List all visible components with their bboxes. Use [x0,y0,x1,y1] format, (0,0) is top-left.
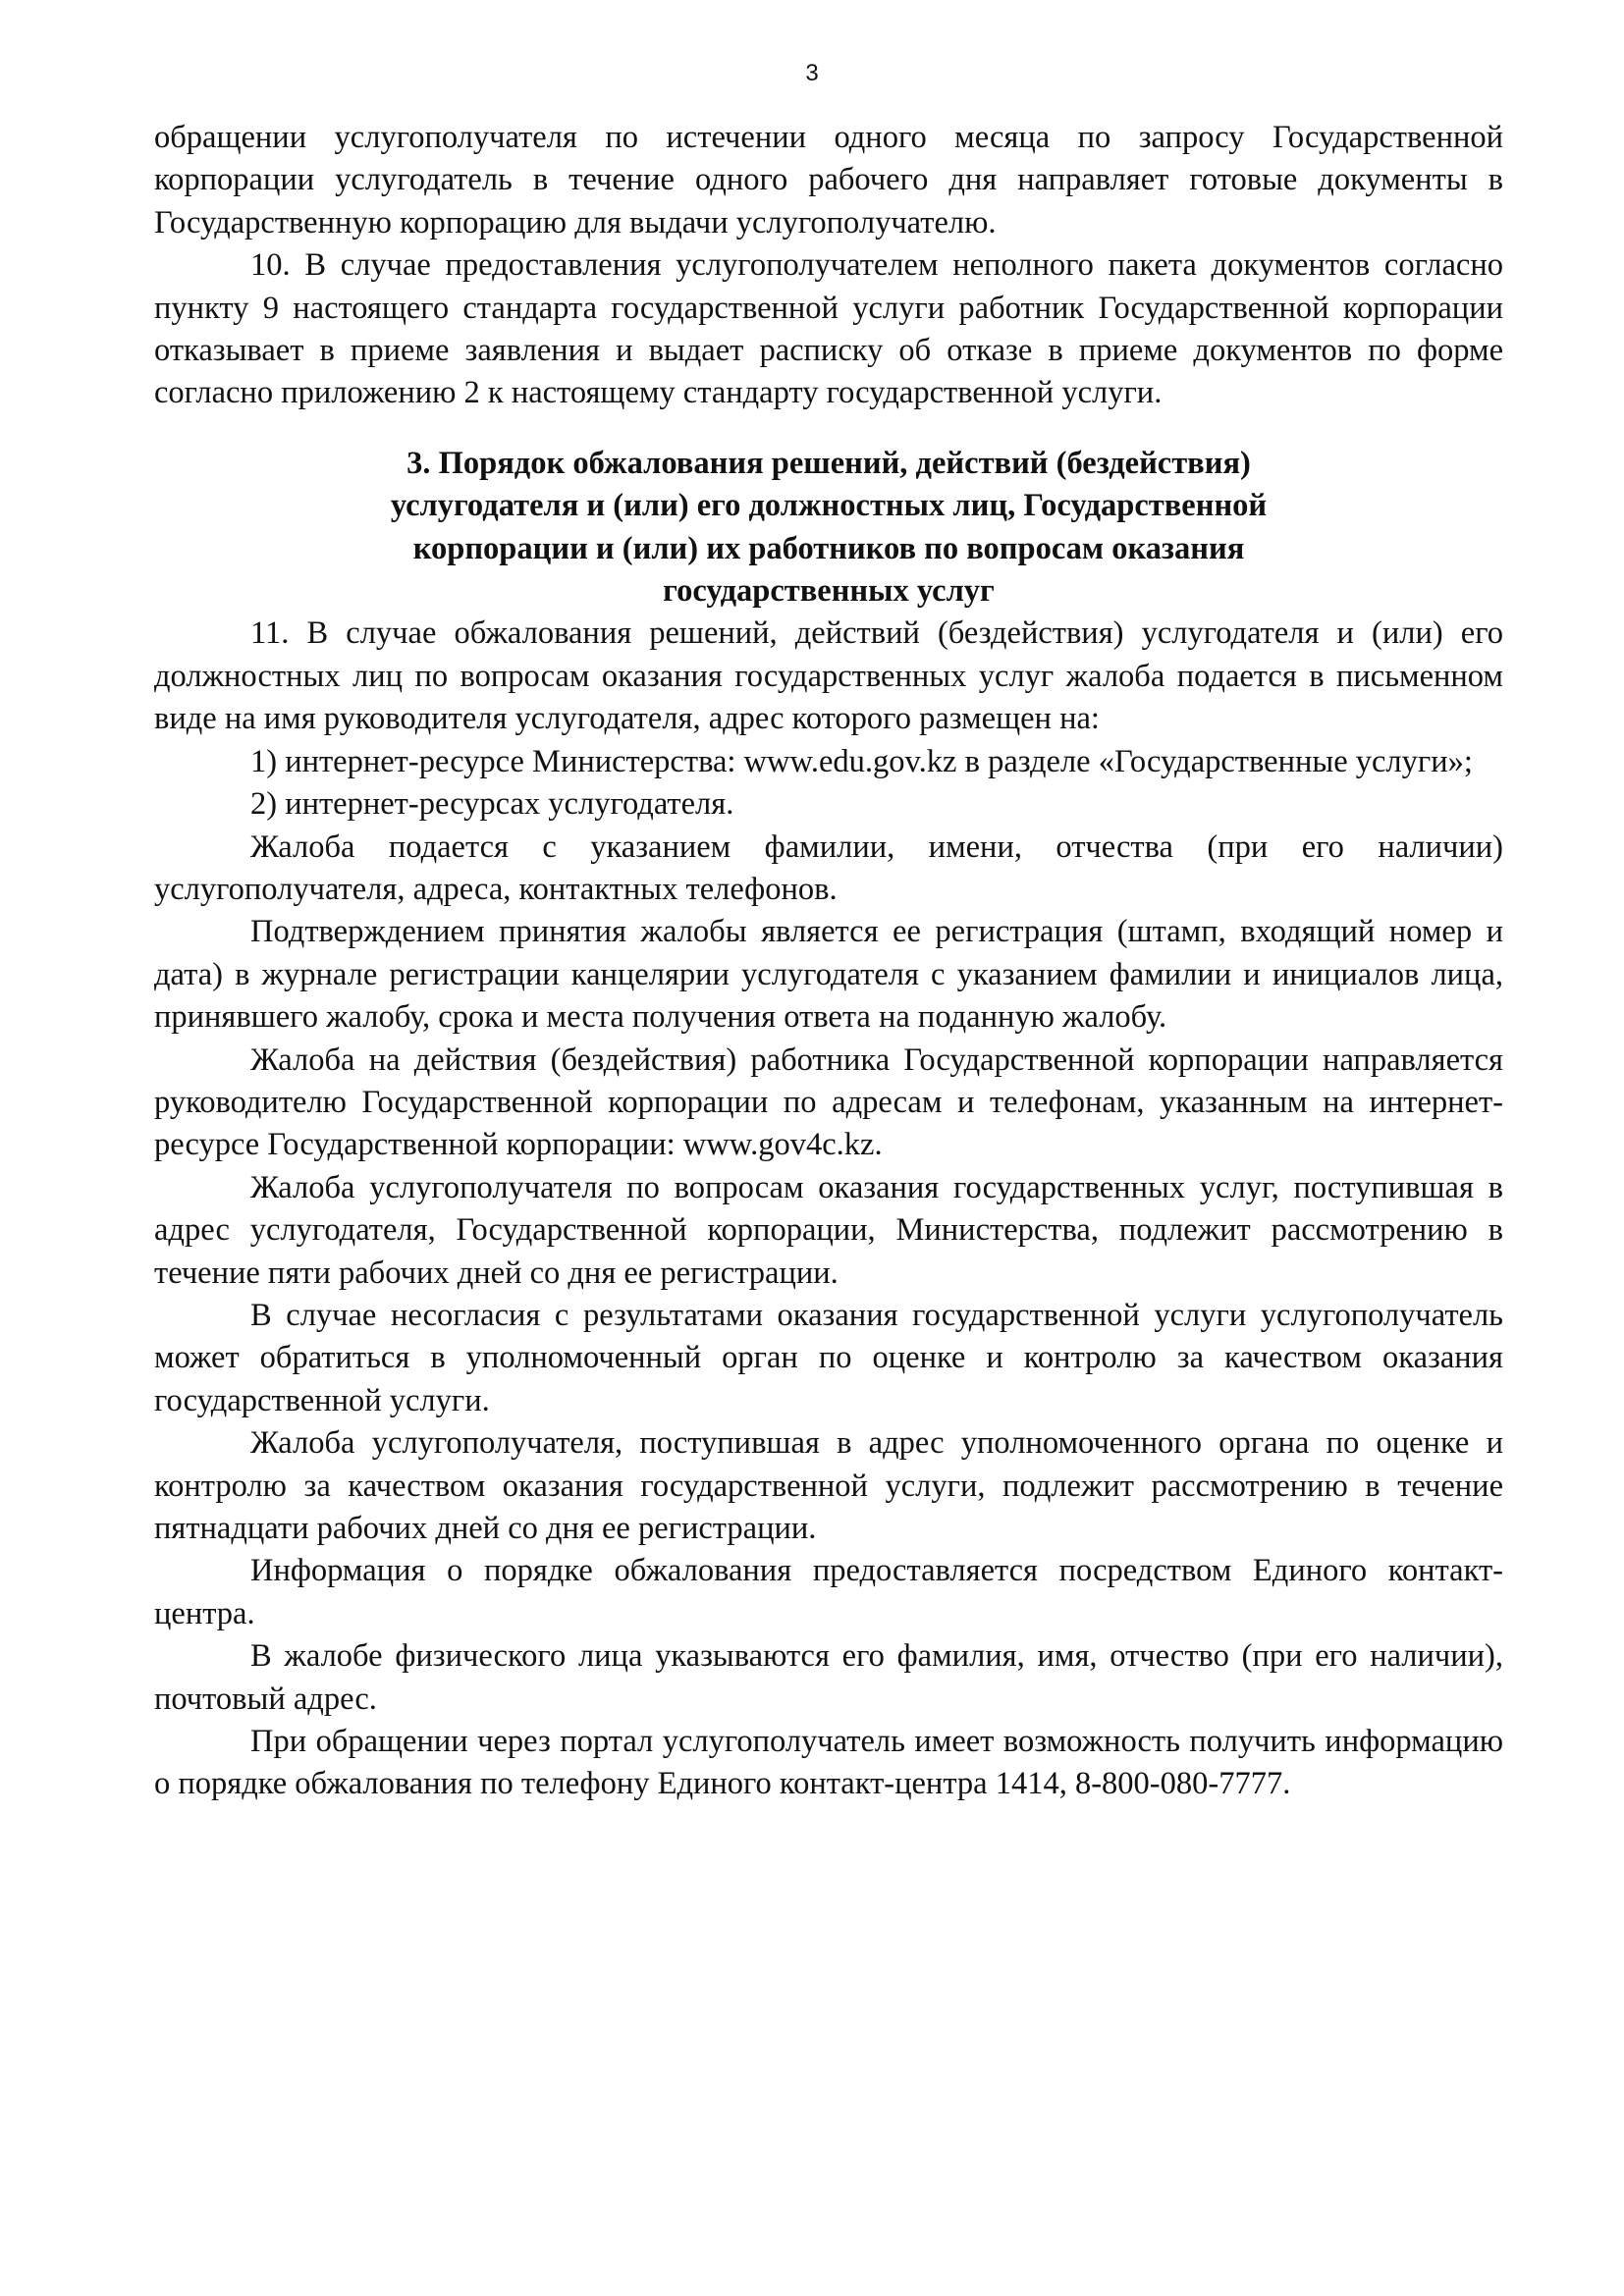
paragraph-corporation-complaint: Жалоба на действия (бездействия) работника Государственной корпорации направляется руководителю Государственной корпорации по адресам и телефонам, указанным на интернет-ресурсе Государственной корпорации: www.gov4c.kz. [154,1041,1503,1163]
paragraph-10: 10. В случае предоставления услугополучателем неполного пакета документов согласно пункту 9 настоящего стандарта государственной услуги работник Государственной корпорации отказывает в приеме заявления и выдает расписку об отказе в приеме документов по форме согласно приложению 2 к настоящему стандарту государственной услуги. [154,247,1503,411]
paragraph-review-fifteen-days: Жалоба услугополучателя, поступившая в адрес уполномоченного органа по оценке и контролю за качеством оказания государственной услуги, подлежит рассмотрению в течение пятнадцати рабочих дней со дня ее регистрации. [154,1425,1503,1546]
list-item-ministry-resource: 1) интернет-ресурсе Министерства: www.edu.gov.kz в разделе «Государственные услуги»; [250,743,1473,779]
document-body [154,117,1503,1806]
section-heading-line: корпорации и (или) их работников по вопросам оказания [412,530,1245,566]
section-heading-line: услугодателя и (или) его должностных лиц, Государственной [390,488,1268,524]
page-number: 3 [805,60,819,86]
paragraph-complaint-details: Жалоба подается с указанием фамилии, имени, отчества (при его наличии) услугополучателя, адреса, контактных телефонов. [154,828,1503,907]
paragraph-review-five-days: Жалоба услугополучателя по вопросам оказания государственных услуг, поступившая в адрес услугодателя, Государственной корпорации, Министерства, подлежит рассмотрению в течение пяти рабочих дней со дня ее регистрации. [154,1169,1503,1291]
section-heading [154,443,1503,614]
list-item-provider-resources: 2) интернет-ресурсах услугодателя. [250,786,734,823]
paragraph-complaint-registration: Подтверждением принятия жалобы является ее регистрация (штамп, входящий номер и дата) в журнале регистрации канцелярии услугодателя с указанием фамилии и инициалов лица, принявшего жалобу, срока и места получения ответа на поданную жалобу. [154,914,1503,1036]
paragraph-contact-center-info: Информация о порядке обжалования предоставляется посредством Единого контакт-центра. [154,1553,1503,1631]
section-heading-line: 3. Порядок обжалования решений, действий (бездействия) [406,445,1251,481]
paragraph-individual-complaint: В жалобе физического лица указываются его фамилия, имя, отчество (при его наличии), почтовый адрес. [154,1638,1503,1717]
paragraph-11: 11. В случае обжалования решений, действий (бездействия) услугодателя и (или) его должностных лиц по вопросам оказания государственных услуг жалоба подается в письменном виде на имя руководителя услугодателя, адрес которого размещен на: [154,615,1503,737]
paragraph-disagreement: В случае несогласия с результатами оказания государственной услуги услугополучатель может обратиться в уполномоченный орган по оценке и контролю за качеством оказания государственной услуги. [154,1297,1503,1418]
section-heading-line: государственных услуг [663,573,995,610]
paragraph-continuation: обращении услугополучателя по истечении одного месяца по запросу Государственной корпорации услугодатель в течение одного рабочего дня направляет готовые документы в Государственную корпорацию для выдачи услугополучателю. [154,120,1503,240]
paragraph-portal-phone: При обращении через портал услугополучатель имеет возможность получить информацию о порядке обжалования по телефону Единого контакт-центра 1414, 8-800-080-7777. [154,1724,1503,1802]
